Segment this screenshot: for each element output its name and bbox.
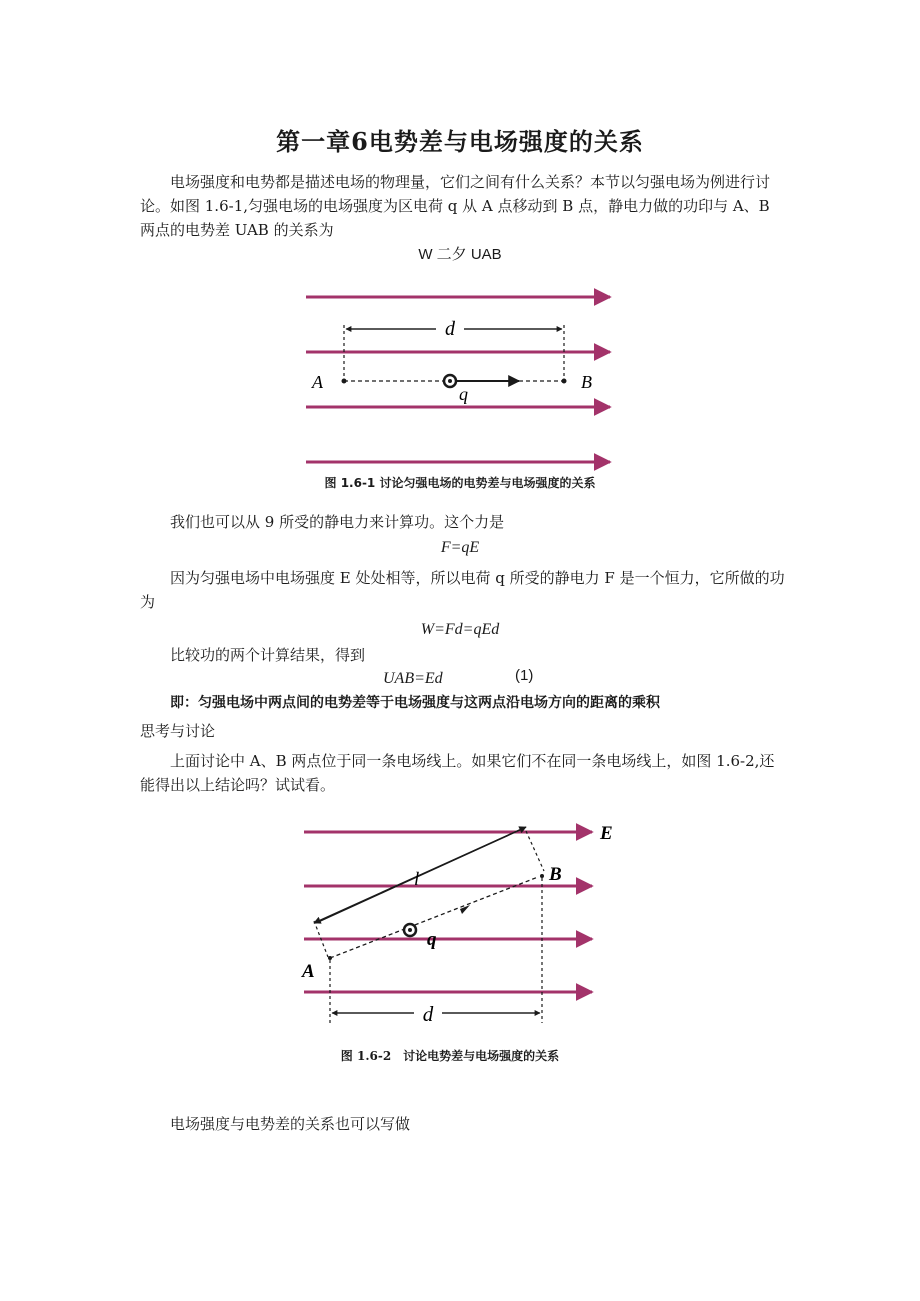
force-paragraph: 我们也可以从 9 所受的静电力来计算功。这个力是 (170, 513, 505, 531)
label-d: d (445, 318, 455, 340)
constant-force-paragraph: 因为匀强电场中电场强度 E 处处相等，所以电荷 q 所受的静电力 F 是一个恒力，它所做的功为 (140, 569, 785, 611)
label-e: E (600, 823, 613, 844)
label-b: B (549, 864, 562, 885)
label-q: q (459, 384, 468, 404)
label-b: B (581, 372, 592, 392)
page-title: 第一章6电势差与电场强度的关系 (276, 127, 644, 156)
intro-paragraph: 电场强度和电势都是描述电场的物理量，它们之间有什么关系？本节以匀强电场为例进行讨论。如图 1.6-1,匀强电场的电场强度为区电荷 q 从 A 点移动到 B 点，静电力做的功印与 A、B 两点的电势差 UAB 的关系为 (140, 173, 771, 239)
discussion-paragraph: 上面讨论中 A、B 两点位于同一条电场线上。如果它们不在同一条电场线上，如图 1.6-2,还能得出以上结论吗？试试看。 (140, 752, 775, 794)
figure-1-6-1-caption: 图 1.6-1 讨论匀强电场的电势差与电场强度的关系 (324, 476, 596, 490)
closing-paragraph: 电场强度与电势差的关系也可以写做 (170, 1115, 411, 1133)
conclusion-paragraph: 即：匀强电场中两点间的电势差等于电场强度与这两点沿电场方向的距离的乘积 (170, 695, 660, 711)
equation-uab: UAB=Ed (383, 670, 443, 687)
label-d: d (422, 1002, 434, 1026)
equation-work-potential: W 二夕 UAB (418, 246, 502, 263)
figure-1-6-1 (300, 283, 620, 473)
equation-work: W=Fd=qEd (420, 621, 500, 638)
label-l: l (414, 869, 420, 890)
figure-1-6-2 (300, 815, 630, 1040)
section-heading: 思考与讨论 (140, 722, 216, 740)
label-q: q (427, 929, 437, 950)
equation-number: (1) (515, 667, 534, 684)
compare-paragraph: 比较功的两个计算结果，得到 (170, 646, 366, 664)
label-a: A (302, 961, 315, 982)
equation-force: F=qE (440, 539, 480, 556)
label-a: A (312, 372, 323, 392)
figure-1-6-2-caption: 图 1.6-2 讨论电势差与电场强度的关系 (340, 1049, 560, 1063)
